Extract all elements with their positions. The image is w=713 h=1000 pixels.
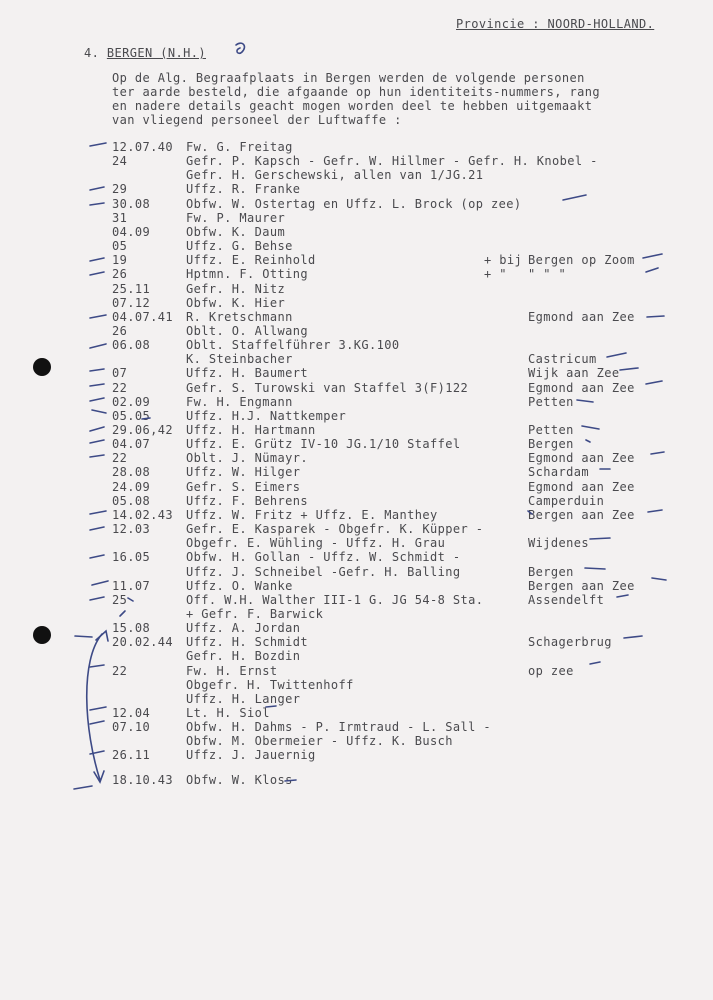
entry-date: 04.07.41: [112, 309, 173, 324]
entry-place: Bergen aan Zee: [528, 578, 635, 593]
entry-date: 29: [112, 182, 128, 197]
entry-name: Obfw. H. Gollan - Uffz. W. Schmidt -: [186, 550, 461, 565]
entry-date: 26: [112, 267, 128, 282]
entry-date: 11.07: [112, 578, 151, 593]
entry-date: 02.09: [112, 394, 151, 409]
entry-place: Schardam: [528, 465, 589, 480]
entry-place: Bergen aan Zee: [528, 507, 635, 522]
entry-name: Gefr. H. Nitz: [186, 281, 286, 296]
entry-name: Gefr. P. Kapsch - Gefr. W. Hillmer - Gefr. H. Knobel -: [186, 154, 598, 169]
entry-date: 06.08: [112, 338, 151, 353]
entry-date: 24: [112, 154, 128, 169]
entry-place: Camperduin: [528, 493, 605, 508]
entry-date: 22: [112, 380, 128, 395]
province-header: Provincie : NOORD-HOLLAND.: [456, 17, 655, 31]
entry-date: 31: [112, 210, 128, 225]
entry-name: Hptmn. F. Otting: [186, 267, 308, 282]
entry-name: Gefr. H. Gerschewski, allen van 1/JG.21: [186, 168, 484, 183]
punch-hole-bottom: [33, 626, 51, 644]
entry-name: Uffz. E. Grütz IV-10 JG.1/10 Staffel: [186, 437, 461, 452]
entry-date: 22: [112, 663, 128, 678]
entry-date: 14.02.43: [112, 507, 173, 522]
entry-name: Uffz. O. Wanke: [186, 578, 293, 593]
entry-name: Obfw. M. Obermeier - Uffz. K. Busch: [186, 734, 453, 749]
entry-date: 15.08: [112, 621, 151, 636]
entry-place: Petten: [528, 423, 574, 437]
entry-name: Uffz. H. Langer: [186, 691, 301, 706]
section-title: BERGEN (N.H.): [106, 46, 206, 60]
entry-date: 07.12: [112, 295, 151, 310]
entry-date: 26: [112, 323, 128, 338]
intro-line: en nadere details geacht mogen worden deel te hebben uitgemaakt: [112, 99, 593, 113]
entry-name: Oblt. J. Nümayr.: [186, 451, 308, 466]
intro-line: Op de Alg. Begraafplaats in Bergen werden de volgende personen: [112, 71, 585, 85]
intro-line: ter aarde besteld, die afgaande op hun identiteits-nummers, rang: [112, 85, 600, 99]
entry-name: Uffz. H.J. Nattkemper: [186, 408, 347, 423]
entry-place: Egmond aan Zee: [528, 309, 635, 324]
entry-date: 07.10: [112, 720, 151, 735]
entry-date: 26.11: [112, 748, 151, 763]
entry-name: Obfw. H. Dahms - P. Irmtraud - L. Sall -: [186, 720, 491, 735]
intro-line: van vliegend personeel der Luftwaffe :: [112, 113, 402, 127]
entry-date: 18.10.43: [112, 772, 173, 787]
entry-date: 20.02.44: [112, 635, 173, 650]
entry-name: Obfw. W. Ostertag en Uffz. L. Brock (op zee): [186, 196, 522, 211]
entry-date: 30.08: [112, 196, 151, 211]
section-heading: [84, 46, 206, 60]
entry-place: Petten: [528, 394, 574, 409]
entry-place: Assendelft: [528, 592, 605, 607]
entry-name: Gefr. H. Bozdin: [186, 649, 301, 664]
entry-note: + bij: [484, 253, 523, 268]
entry-name: Obfw. W. Kloss: [186, 772, 293, 787]
intro-paragraph: [112, 71, 672, 127]
entry-name: + Gefr. F. Barwick: [186, 606, 324, 621]
entry-date: 12.03: [112, 522, 151, 537]
entry-name: Gefr. S. Eimers: [186, 479, 301, 494]
entry-date: 28.08: [112, 465, 151, 480]
entry-name: Uffz. W. Hilger: [186, 465, 301, 480]
entry-name: Fw. P. Maurer: [186, 210, 286, 225]
entry-name: Obfw. K. Daum: [186, 224, 286, 239]
entry-name: Uffz. H. Baumert: [186, 366, 308, 381]
entry-place: Bergen: [528, 564, 574, 579]
entry-place: Wijk aan Zee: [528, 366, 620, 381]
entry-name: Uffz. J. Jauernig: [186, 748, 316, 763]
entry-date: 05.08: [112, 493, 151, 508]
entry-name: Uffz. A. Jordan: [186, 621, 301, 636]
entry-name: Fw. H. Ernst: [186, 663, 278, 678]
entry-name: Oblt. Staffelführer 3.KG.100: [186, 338, 400, 353]
entry-place: Egmond aan Zee: [528, 380, 635, 395]
entry-place: Egmond aan Zee: [528, 451, 635, 466]
entry-place: Bergen: [528, 437, 574, 452]
entry-date: 12.04: [112, 706, 151, 720]
entry-name: Off. W.H. Walther III-1 G. JG 54-8 Sta.: [186, 592, 484, 607]
entry-name: Uffz. G. Behse: [186, 239, 293, 254]
entry-place: Wijdenes: [528, 536, 589, 551]
entry-date: 12.07.40: [112, 140, 173, 154]
entry-name: Uffz. J. Schneibel -Gefr. H. Balling: [186, 564, 461, 579]
entry-date: 05: [112, 239, 128, 254]
entry-name: Obgefr. E. Wühling - Uffz. H. Grau: [186, 536, 446, 551]
entry-place: Castricum: [528, 352, 597, 367]
entry-name: Gefr. E. Kasparek - Obgefr. K. Küpper -: [186, 522, 484, 537]
entry-place: Bergen op Zoom: [528, 253, 635, 268]
entry-date: 04.09: [112, 224, 151, 239]
entry-place: " " ": [528, 267, 567, 282]
entry-name: Uffz. F. Behrens: [186, 493, 308, 508]
entry-name: Obfw. K. Hier: [186, 295, 286, 310]
entry-name: Uffz. H. Schmidt: [186, 635, 308, 650]
entry-date: 29.06,42: [112, 423, 173, 437]
entry-date: 25: [112, 592, 128, 607]
entry-date: 25.11: [112, 281, 151, 296]
entry-name: Lt. H. Siol: [186, 706, 270, 720]
entry-name: Obgefr. H. Twittenhoff: [186, 677, 354, 692]
entry-date: 22: [112, 451, 128, 466]
entry-name: Fw. H. Engmann: [186, 394, 293, 409]
entry-name: Fw. G. Freitag: [186, 140, 293, 154]
entry-note: + ": [484, 267, 507, 282]
entry-date: 24.09: [112, 479, 151, 494]
entry-place: Egmond aan Zee: [528, 479, 635, 494]
entry-place: op zee: [528, 663, 574, 678]
entry-name: Uffz. H. Hartmann: [186, 423, 316, 437]
entry-date: 19: [112, 253, 128, 268]
entry-date: 04.07: [112, 437, 151, 452]
entry-place: Schagerbrug: [528, 635, 612, 650]
entry-name: R. Kretschmann: [186, 309, 293, 324]
section-number: 4.: [84, 46, 100, 60]
entry-date: 16.05: [112, 550, 151, 565]
entry-name: Uffz. R. Franke: [186, 182, 301, 197]
entry-date: 05.05: [112, 408, 151, 423]
punch-hole-top: [33, 358, 51, 376]
entry-name: Gefr. S. Turowski van Staffel 3(F)122: [186, 380, 469, 395]
entry-name: Oblt. O. Allwang: [186, 323, 308, 338]
entry-name: Uffz. W. Fritz + Uffz. E. Manthey: [186, 507, 438, 522]
entry-date: 07: [112, 366, 128, 381]
entry-name: Uffz. E. Reinhold: [186, 253, 316, 268]
entry-name: K. Steinbacher: [186, 352, 293, 367]
